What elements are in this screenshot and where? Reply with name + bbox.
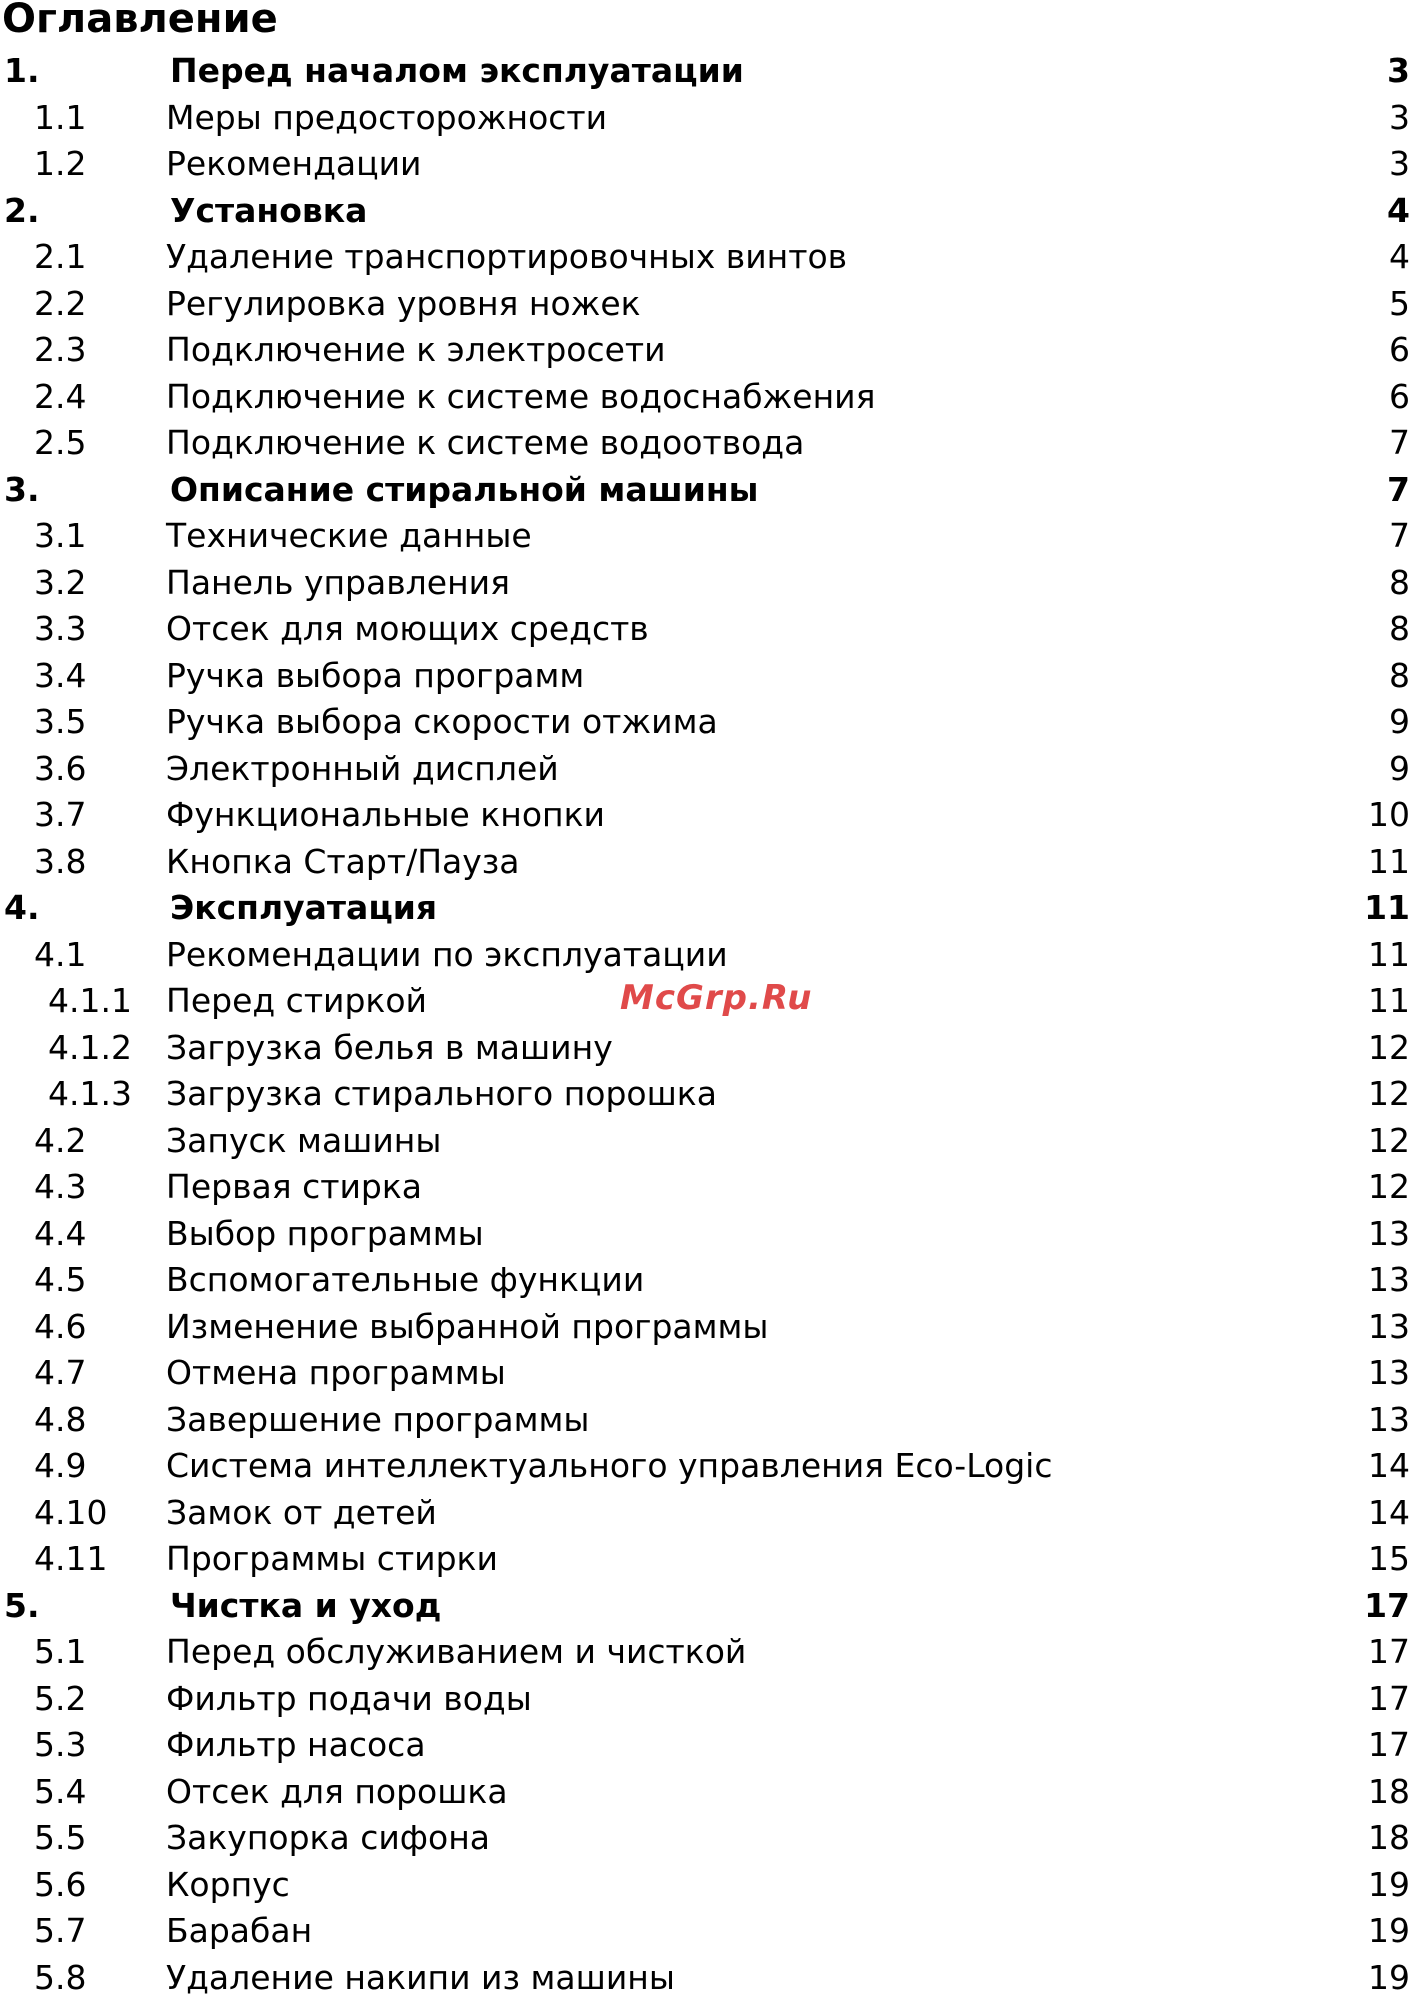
- toc-entry-number: 5.: [0, 1583, 170, 1630]
- toc-entry-number: 3.1: [0, 513, 166, 560]
- toc-entry-page: 17: [1364, 1629, 1422, 1676]
- toc-entry-page: 3: [1385, 95, 1422, 142]
- toc-entry-page: 18: [1364, 1815, 1422, 1862]
- toc-entry[interactable]: [0, 1211, 1422, 1258]
- toc-entry[interactable]: [0, 95, 1422, 142]
- toc-entry-page: 9: [1385, 699, 1422, 746]
- toc-entry-page: 6: [1385, 327, 1422, 374]
- toc-entry-page: 14: [1364, 1490, 1422, 1537]
- toc-entry-page: 9: [1385, 746, 1422, 793]
- toc-entry-page: 12: [1364, 1118, 1422, 1165]
- toc-entry[interactable]: [0, 1025, 1422, 1072]
- toc-entry-title: Замок от детей: [166, 1490, 437, 1537]
- toc-entry-title: Эксплуатация: [170, 885, 437, 932]
- toc-entry-number: 2.3: [0, 327, 166, 374]
- toc-entry[interactable]: [0, 1164, 1422, 1211]
- toc-entry-title: Меры предосторожности: [166, 95, 607, 142]
- toc-entry-number: 3.2: [0, 560, 166, 607]
- toc-entry[interactable]: [0, 234, 1422, 281]
- toc-entry[interactable]: [0, 839, 1422, 886]
- toc-entry-number: 4.5: [0, 1257, 166, 1304]
- toc-entry-page: 7: [1385, 513, 1422, 560]
- toc-entry[interactable]: [0, 141, 1422, 188]
- toc-entry-number: 4.11: [0, 1536, 166, 1583]
- toc-entry-number: 4.9: [0, 1443, 166, 1490]
- toc-entry-number: 5.2: [0, 1676, 166, 1723]
- toc-entry-number: 4.: [0, 885, 170, 932]
- toc-entry[interactable]: [0, 1304, 1422, 1351]
- toc-entry-page: 17: [1364, 1722, 1422, 1769]
- toc-entry[interactable]: [0, 188, 1422, 235]
- toc-entry-number: 1.: [0, 48, 170, 95]
- toc-entry[interactable]: [0, 1722, 1422, 1769]
- toc-entry-title: Вспомогательные функции: [166, 1257, 644, 1304]
- toc-entry[interactable]: [0, 513, 1422, 560]
- toc-entry-title: Отсек для моющих средств: [166, 606, 649, 653]
- toc-entry-page: 11: [1364, 839, 1422, 886]
- toc-entry-title: Подключение к электросети: [166, 327, 666, 374]
- toc-entry-page: 19: [1364, 1862, 1422, 1909]
- toc-entry-title: Рекомендации: [166, 141, 422, 188]
- toc-entry-title: Закупорка сифона: [166, 1815, 490, 1862]
- toc-entry-title: Изменение выбранной программы: [166, 1304, 769, 1351]
- toc-entry-title: Описание стиральной машины: [170, 467, 758, 514]
- toc-entry-title: Загрузка белья в машину: [166, 1025, 613, 1072]
- toc-entry-title: Фильтр подачи воды: [166, 1676, 532, 1723]
- toc-entry-title: Перед стиркой: [166, 978, 427, 1025]
- toc-entry-title: Функциональные кнопки: [166, 792, 605, 839]
- toc-entry[interactable]: [0, 1443, 1422, 1490]
- toc-entry-number: 2.2: [0, 281, 166, 328]
- toc-entry-page: 11: [1364, 932, 1422, 979]
- toc-entry-page: 7: [1385, 420, 1422, 467]
- toc-entry-title: Рекомендации по эксплуатации: [166, 932, 728, 979]
- toc-entry-title: Система интеллектуального управления Eco-Logic: [166, 1443, 1052, 1490]
- toc-entry[interactable]: [0, 1769, 1422, 1816]
- toc-entry-title: Подключение к системе водоотвода: [166, 420, 804, 467]
- toc-entry-page: 15: [1364, 1536, 1422, 1583]
- toc-entry-number: 5.4: [0, 1769, 166, 1816]
- toc-entry[interactable]: [0, 1490, 1422, 1537]
- toc-entry-number: 5.3: [0, 1722, 166, 1769]
- toc-entry[interactable]: [0, 1536, 1422, 1583]
- toc-entry-number: 5.8: [0, 1955, 166, 2001]
- toc-entry-title: Перед началом эксплуатации: [170, 48, 744, 95]
- toc-entry-number: 4.1: [0, 932, 166, 979]
- toc-entry-page: 11: [1364, 978, 1422, 1025]
- watermark: McGrp.Ru: [620, 978, 812, 1018]
- toc-entry-page: 14: [1364, 1443, 1422, 1490]
- toc-entry-page: 19: [1364, 1955, 1422, 2001]
- toc-entry-page: 7: [1383, 467, 1422, 514]
- toc-entry[interactable]: [0, 1071, 1422, 1118]
- toc-entry-title: Запуск машины: [166, 1118, 441, 1165]
- toc-entry-title: Ручка выбора скорости отжима: [166, 699, 718, 746]
- page-title: Оглавление: [2, 0, 278, 42]
- toc-entry-page: 18: [1364, 1769, 1422, 1816]
- toc-entry-title: Удаление транспортировочных винтов: [166, 234, 847, 281]
- toc-entry-title: Удаление накипи из машины: [166, 1955, 675, 2001]
- toc-entry-title: Регулировка уровня ножек: [166, 281, 641, 328]
- toc-entry-page: 10: [1364, 792, 1422, 839]
- toc-entry-page: 3: [1385, 141, 1422, 188]
- toc-entry-title: Кнопка Старт/Пауза: [166, 839, 520, 886]
- toc-entry-page: 3: [1383, 48, 1422, 95]
- toc-entry-title: Загрузка стирального порошка: [166, 1071, 717, 1118]
- toc-entry-number: 4.1.1: [0, 978, 166, 1025]
- toc-entry[interactable]: [0, 606, 1422, 653]
- toc-entry-page: 17: [1360, 1583, 1422, 1630]
- toc-entry-title: Электронный дисплей: [166, 746, 559, 793]
- toc-entry-title: Корпус: [166, 1862, 290, 1909]
- toc-entry-number: 2.4: [0, 374, 166, 421]
- toc-entry-page: 12: [1364, 1164, 1422, 1211]
- toc-entry[interactable]: [0, 1955, 1422, 2001]
- toc-entry[interactable]: [0, 1862, 1422, 1909]
- toc-entry[interactable]: [0, 699, 1422, 746]
- toc-entry-page: 13: [1364, 1304, 1422, 1351]
- toc-entry[interactable]: [0, 281, 1422, 328]
- toc-entry-title: Технические данные: [166, 513, 532, 560]
- toc-entry-number: 3.7: [0, 792, 166, 839]
- toc-entry-title: Завершение программы: [166, 1397, 589, 1444]
- toc-entry-title: Перед обслуживанием и чисткой: [166, 1629, 746, 1676]
- toc-entry-number: 3.8: [0, 839, 166, 886]
- toc-entry-title: Подключение к системе водоснабжения: [166, 374, 875, 421]
- toc-entry[interactable]: [0, 1397, 1422, 1444]
- toc-entry-number: 4.2: [0, 1118, 166, 1165]
- toc-entry-number: 4.7: [0, 1350, 166, 1397]
- toc-entry-number: 1.1: [0, 95, 166, 142]
- toc-entry[interactable]: [0, 48, 1422, 95]
- toc-entry[interactable]: [0, 1908, 1422, 1955]
- toc-entry-number: 4.10: [0, 1490, 166, 1537]
- toc-entry-number: 3.: [0, 467, 170, 514]
- toc-entry[interactable]: [0, 885, 1422, 932]
- toc-entry[interactable]: [0, 1350, 1422, 1397]
- toc-entry[interactable]: [0, 653, 1422, 700]
- toc-entry-page: 8: [1385, 606, 1422, 653]
- toc-entry-page: 19: [1364, 1908, 1422, 1955]
- toc-entry-page: 17: [1364, 1676, 1422, 1723]
- toc-entry[interactable]: [0, 1676, 1422, 1723]
- toc-entry[interactable]: [0, 1583, 1422, 1630]
- toc-entry-page: 11: [1360, 885, 1422, 932]
- toc-entry-number: 4.6: [0, 1304, 166, 1351]
- toc-entry-number: 5.6: [0, 1862, 166, 1909]
- toc-entry-title: Установка: [170, 188, 367, 235]
- toc-entry-number: 4.1.2: [0, 1025, 166, 1072]
- toc-entry-title: Первая стирка: [166, 1164, 422, 1211]
- toc-entry-page: 13: [1364, 1350, 1422, 1397]
- toc-entry-title: Ручка выбора программ: [166, 653, 584, 700]
- toc-entry-page: 13: [1364, 1397, 1422, 1444]
- toc-entry-number: 4.8: [0, 1397, 166, 1444]
- table-of-contents: [0, 48, 1422, 2001]
- toc-entry-number: 2.5: [0, 420, 166, 467]
- toc-entry-title: Отсек для порошка: [166, 1769, 508, 1816]
- toc-entry-title: Выбор программы: [166, 1211, 484, 1258]
- toc-entry-number: 4.3: [0, 1164, 166, 1211]
- toc-entry-number: 5.1: [0, 1629, 166, 1676]
- toc-entry-number: 1.2: [0, 141, 166, 188]
- toc-entry-page: 8: [1385, 560, 1422, 607]
- toc-entry-number: 3.3: [0, 606, 166, 653]
- toc-entry[interactable]: [0, 1815, 1422, 1862]
- toc-entry[interactable]: [0, 792, 1422, 839]
- toc-entry[interactable]: [0, 1629, 1422, 1676]
- toc-entry[interactable]: [0, 746, 1422, 793]
- toc-entry-page: 6: [1385, 374, 1422, 421]
- toc-entry-number: 4.4: [0, 1211, 166, 1258]
- toc-entry[interactable]: [0, 374, 1422, 421]
- toc-entry-page: 12: [1364, 1071, 1422, 1118]
- toc-entry-page: 12: [1364, 1025, 1422, 1072]
- toc-entry-page: 13: [1364, 1211, 1422, 1258]
- toc-entry[interactable]: [0, 327, 1422, 374]
- toc-entry-title: Отмена программы: [166, 1350, 506, 1397]
- toc-entry-number: 2.: [0, 188, 170, 235]
- toc-entry-number: 5.7: [0, 1908, 166, 1955]
- toc-entry-title: Программы стирки: [166, 1536, 498, 1583]
- toc-entry-page: 5: [1385, 281, 1422, 328]
- toc-entry-title: Фильтр насоса: [166, 1722, 426, 1769]
- toc-entry[interactable]: [0, 467, 1422, 514]
- toc-entry[interactable]: [0, 1118, 1422, 1165]
- toc-entry-number: 5.5: [0, 1815, 166, 1862]
- toc-entry-page: 13: [1364, 1257, 1422, 1304]
- toc-entry-page: 8: [1385, 653, 1422, 700]
- toc-entry-page: 4: [1385, 234, 1422, 281]
- toc-entry-title: Панель управления: [166, 560, 510, 607]
- toc-entry-number: 2.1: [0, 234, 166, 281]
- toc-entry[interactable]: [0, 932, 1422, 979]
- toc-entry-number: 4.1.3: [0, 1071, 166, 1118]
- toc-entry[interactable]: [0, 560, 1422, 607]
- toc-entry-title: Барабан: [166, 1908, 312, 1955]
- toc-entry[interactable]: [0, 1257, 1422, 1304]
- toc-entry[interactable]: [0, 420, 1422, 467]
- toc-entry-number: 3.6: [0, 746, 166, 793]
- toc-entry-page: 4: [1383, 188, 1422, 235]
- toc-entry-number: 3.4: [0, 653, 166, 700]
- toc-entry-title: Чистка и уход: [170, 1583, 441, 1630]
- toc-entry-number: 3.5: [0, 699, 166, 746]
